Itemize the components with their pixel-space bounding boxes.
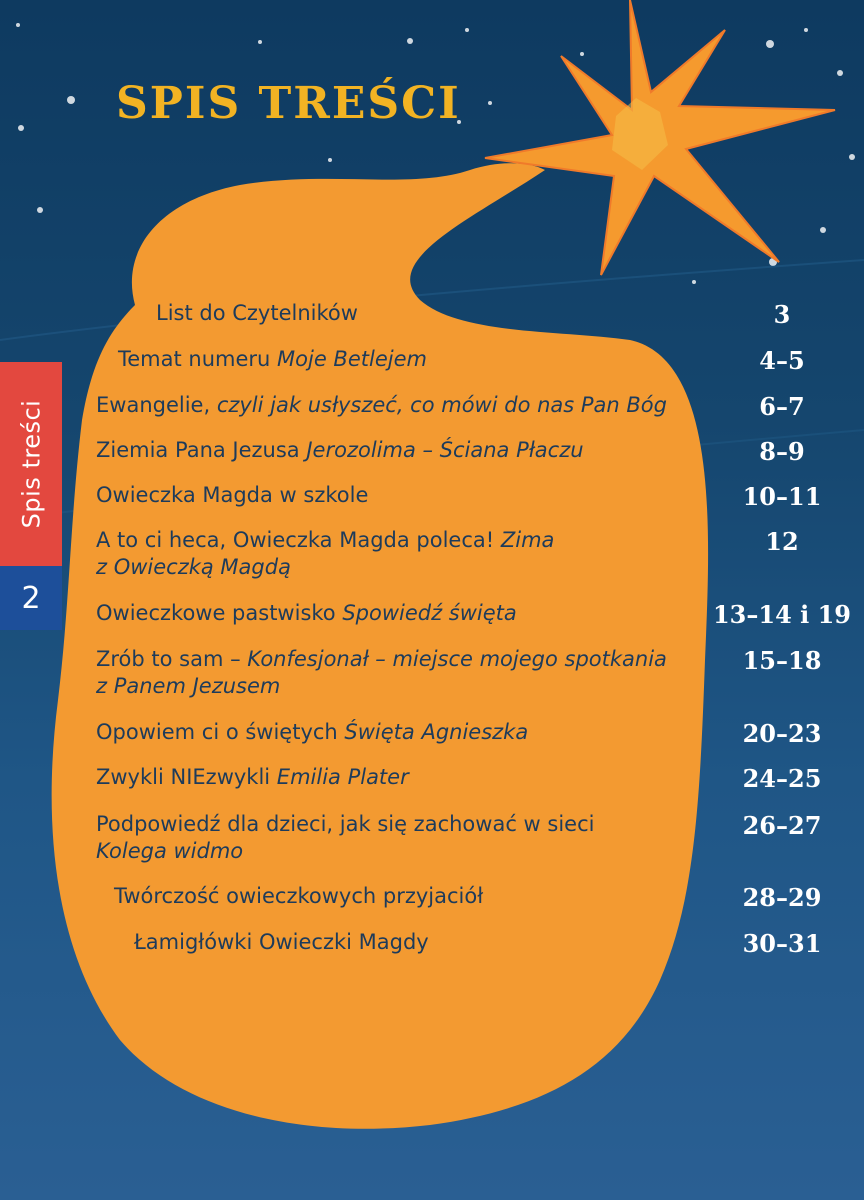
section-tab-label: Spis treści (17, 399, 45, 529)
toc-entry-title[interactable]: List do Czytelników (156, 301, 358, 325)
toc-entry-pages[interactable]: 4–5 (759, 346, 805, 375)
toc-entry-pages[interactable]: 13–14 i 19 (712, 600, 852, 629)
toc-entry-title[interactable]: Twórczość owieczkowych przyjaciół (114, 884, 484, 908)
toc-entry-pages[interactable]: 26–27 (742, 811, 822, 840)
star-icon (485, 0, 835, 275)
toc-entry-pages[interactable]: 8–9 (759, 437, 805, 466)
toc-entry-pages[interactable]: 12 (765, 527, 799, 556)
toc-entry-title[interactable]: A to ci heca, Owieczka Magda poleca! Zima z Owieczką Magdą (96, 528, 555, 579)
toc-entry-title[interactable]: Temat numeru Moje Betlejem (118, 347, 427, 371)
toc-entry-pages[interactable]: 15–18 (742, 646, 822, 675)
toc-entry-title[interactable]: Owieczka Magda w szkole (96, 483, 369, 507)
toc-entry-title[interactable]: Owieczkowe pastwisko Spowiedź święta (96, 601, 517, 625)
toc-entry-title[interactable]: Ziemia Pana Jezusa Jerozolima – Ściana Płaczu (96, 438, 584, 462)
toc-entry-title[interactable]: Zrób to sam – Konfesjonał – miejsce mojego spotkania z Panem Jezusem (96, 647, 667, 698)
toc-entry-pages[interactable]: 6–7 (759, 392, 805, 421)
toc-entry-title[interactable]: Ewangelie, czyli jak usłyszeć, co mówi do nas Pan Bóg (96, 393, 667, 417)
toc-entry-pages[interactable]: 28–29 (742, 883, 822, 912)
toc-entry-title[interactable]: Opowiem ci o świętych Święta Agnieszka (96, 720, 529, 744)
toc-entry-pages[interactable]: 24–25 (742, 764, 822, 793)
toc-entry-pages[interactable]: 30–31 (742, 929, 822, 958)
toc-entry-title[interactable]: Łamigłówki Owieczki Magdy (134, 930, 429, 954)
toc-entry-pages[interactable]: 3 (773, 300, 791, 329)
toc-entry-title[interactable]: Zwykli NIEzwykli Emilia Plater (96, 765, 409, 789)
toc-entry-pages[interactable]: 20–23 (742, 719, 822, 748)
page-title: SPIS TREŚCI (116, 78, 461, 129)
page-number: 2 (0, 566, 62, 630)
toc-entry-title[interactable]: Podpowiedź dla dzieci, jak się zachować w sieci Kolega widmo (96, 812, 595, 863)
toc-entry-pages[interactable]: 10–11 (742, 482, 822, 511)
section-tab (0, 362, 62, 566)
